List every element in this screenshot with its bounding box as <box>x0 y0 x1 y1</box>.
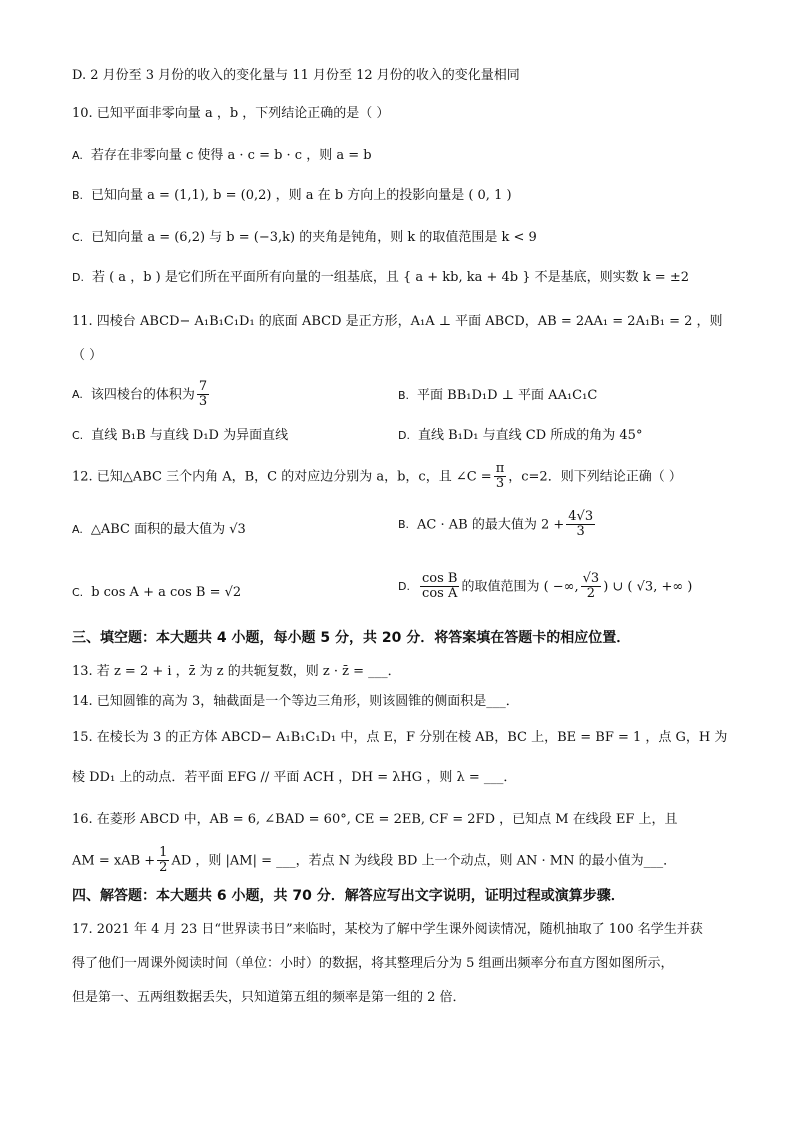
option-label: D. <box>398 429 410 442</box>
q15-stem-continued: 棱 DD₁ 上的动点．若平面 EFG // 平面 ACH ，DH = λHG ，则 λ = ___． <box>72 770 517 785</box>
option-label: C. <box>72 429 84 442</box>
fraction <box>494 462 507 492</box>
q16-stem: 16. 在菱形 ABCD 中，AB = 6, ∠BAD = 60°, CE = 2EB, CF = 2FD ，已知点 M 在线段 EF 上，且 <box>72 812 678 827</box>
option-text: 已知向量 a = (6,2) 与 b = (−3,k) 的夹角是钝角，则 k 的取值范围是 k < 9 <box>91 230 537 245</box>
fraction-numerator: π <box>495 461 505 476</box>
option-label: C. <box>72 586 84 599</box>
stem-text: AM = xAB + <box>72 853 156 869</box>
fraction-denominator: 2 <box>159 860 168 876</box>
q12-stem <box>72 462 682 492</box>
q10-option-b <box>72 188 512 204</box>
option-text: 直线 B₁B 与直线 D₁D 为异面直线 <box>91 428 289 443</box>
q11-option-b <box>398 388 597 404</box>
fraction-denominator: 3 <box>576 524 585 540</box>
option-label: A. <box>72 523 83 536</box>
fraction-denominator: 2 <box>586 586 596 602</box>
option-text: b cos A + a cos B = √2 <box>91 585 242 600</box>
fraction-numerator: cos B <box>421 571 458 586</box>
option-label: C. <box>72 231 84 244</box>
fraction-denominator: 3 <box>495 476 505 492</box>
option-label: A. <box>72 388 83 402</box>
option-text: 直线 B₁D₁ 与直线 CD 所成的角为 45° <box>417 428 643 443</box>
option-text: 的取值范围为 ( −∞, <box>461 579 579 595</box>
option-text: 若存在非零向量 c 使得 a · c = b · c ，则 a = b <box>90 148 372 163</box>
q17-stem-continued: 得了他们一周课外阅读时间（单位：小时）的数据，将其整理后分为 5 组画出频率分布直方图如图所示， <box>72 956 674 971</box>
option-label: B. <box>72 189 84 202</box>
section-3-heading: 三、填空题：本大题共 4 小题，每小题 5 分，共 20 分．将答案填在答题卡的相应位置． <box>72 630 631 646</box>
fraction-denominator: cos A <box>422 586 458 602</box>
q12-option-c <box>72 585 241 601</box>
stem-text: 12. 已知△ABC 三个内角 A，B，C 的对应边分别为 a，b，c，且 ∠C = <box>72 469 492 485</box>
fraction <box>420 572 459 602</box>
fraction <box>157 846 169 876</box>
option-label: A. <box>72 149 83 162</box>
q17-stem-continued-2: 但是第一、五两组数据丢失，只知道第五组的频率是第一组的 2 倍． <box>72 990 466 1005</box>
fraction-numerator: 1 <box>159 845 168 860</box>
option-text: 平面 BB₁D₁D ⊥ 平面 AA₁C₁C <box>417 388 598 403</box>
q12-option-d <box>398 572 692 602</box>
q12-option-a <box>72 522 246 538</box>
fraction <box>581 572 602 602</box>
option-label: D. <box>72 271 84 284</box>
option-text: AC · AB 的最大值为 2 + <box>417 517 565 533</box>
fraction <box>566 510 595 540</box>
q13: 13. 若 z = 2 + i ，z̄ 为 z 的共轭复数，则 z · z̄ = ___． <box>72 664 401 679</box>
fraction <box>197 380 209 410</box>
fraction-numerator: √3 <box>582 571 600 586</box>
fraction-numerator: 7 <box>198 379 208 394</box>
option-text: 该四棱台的体积为 <box>90 387 195 403</box>
q12-option-b <box>398 510 597 540</box>
q9-option-d: D. 2 月份至 3 月份的收入的变化量与 11 月份至 12 月份的收入的变化量相同 <box>72 68 520 83</box>
option-label: B. <box>398 389 410 402</box>
stem-text: ，c=2．则下列结论正确（ ） <box>508 469 682 485</box>
q10-option-d <box>72 270 689 286</box>
q10-option-a <box>72 148 372 164</box>
q17-stem: 17. 2021 年 4 月 23 日“世界读书日”来临时，某校为了解中学生课外阅读情况，随机抽取了 100 名学生并获 <box>72 922 703 937</box>
fraction-denominator: 3 <box>198 394 208 410</box>
q11-option-d <box>398 428 642 444</box>
section-4-heading: 四、解答题：本大题共 6 小题，共 70 分．解答应写出文字说明，证明过程或演算步骤． <box>72 888 625 904</box>
option-label: D. <box>398 580 410 594</box>
stem-text: AD ，则 |AM| = ___，若点 N 为线段 BD 上一个动点，则 AN · MN 的最小值为___． <box>171 853 677 869</box>
option-label: B. <box>398 518 410 532</box>
q11-option-a <box>72 380 211 410</box>
q15-stem: 15. 在棱长为 3 的正方体 ABCD− A₁B₁C₁D₁ 中，点 E，F 分别在棱 AB，BC 上，BE = BF = 1 ，点 G，H 为 <box>72 730 728 745</box>
option-text: ) ∪ ( √3, +∞ ) <box>603 579 693 595</box>
q16-stem-continued <box>72 846 676 876</box>
q10-stem: 10. 已知平面非零向量 a ，b ，下列结论正确的是（ ） <box>72 106 390 121</box>
option-text: 若 ( a ，b ) 是它们所在平面所有向量的一组基底，且 { a + kb, ka + 4b } 不是基底，则实数 k = ±2 <box>91 270 689 285</box>
q11-option-c <box>72 428 288 444</box>
q11-stem-bracket: （ ） <box>72 348 103 363</box>
option-text: 已知向量 a = (1,1), b = (0,2) ，则 a 在 b 方向上的投影向量是 ( 0, 1 ) <box>91 188 512 203</box>
option-text: △ABC 面积的最大值为 √3 <box>90 522 246 537</box>
q10-option-c <box>72 230 537 246</box>
q11-stem: 11. 四棱台 ABCD− A₁B₁C₁D₁ 的底面 ABCD 是正方形，A₁A ⊥ 平面 ABCD，AB = 2AA₁ = 2A₁B₁ = 2 ，则 <box>72 314 723 329</box>
q14: 14. 已知圆锥的高为 3，轴截面是一个等边三角形，则该圆锥的侧面积是___． <box>72 694 519 709</box>
fraction-numerator: 4√3 <box>568 509 594 524</box>
